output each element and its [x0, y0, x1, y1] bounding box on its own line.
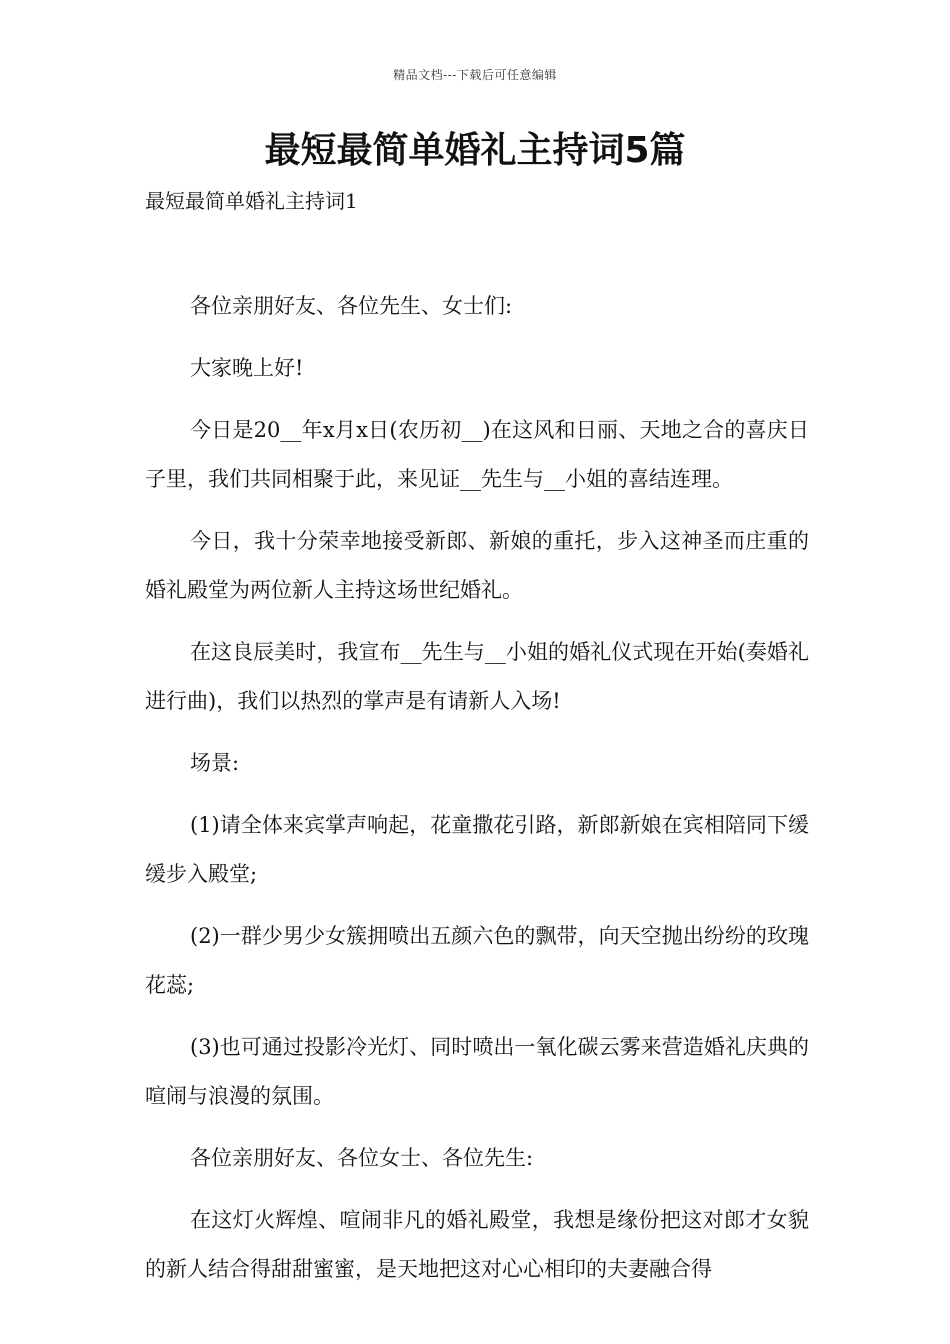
paragraph: 在这灯火辉煌、喧闹非凡的婚礼殿堂，我想是缘份把这对郎才女貌的新人结合得甜甜蜜蜜，是天地把这对心心相印的夫妻融合得	[145, 1208, 809, 1281]
paragraph: 今日，我十分荣幸地接受新郎、新娘的重托，步入这神圣而庄重的婚礼殿堂为两位新人主持这场世纪婚礼。	[145, 529, 809, 602]
paragraph: 场景:	[190, 751, 240, 775]
document-body	[145, 282, 809, 1307]
paragraph: 各位亲朋好友、各位女士、各位先生:	[190, 1146, 534, 1170]
paragraph: 今日是20__年x月x日(农历初__)在这风和日丽、天地之合的喜庆日子里，我们共同相聚于此，来见证__先生与__小姐的喜结连理。	[145, 418, 809, 491]
paragraph: 大家晚上好!	[190, 356, 304, 380]
paragraph: (3)也可通过投影冷光灯、同时喷出一氧化碳云雾来营造婚礼庆典的喧闹与浪漫的氛围。	[145, 1035, 809, 1108]
paragraph: (2)一群少男少女簇拥喷出五颜六色的飘带，向天空抛出纷纷的玫瑰花蕊;	[145, 924, 809, 997]
paragraph: 各位亲朋好友、各位先生、女士们:	[190, 294, 513, 318]
section-title: 最短最简单婚礼主持词1	[145, 189, 358, 213]
header-note: 精品文档---下载后可任意编辑	[393, 68, 557, 82]
document-title: 最短最简单婚礼主持词5篇	[264, 130, 686, 171]
paragraph: 在这良辰美时，我宣布__先生与__小姐的婚礼仪式现在开始(奏婚礼进行曲)，我们以热烈的掌声是有请新人入场!	[145, 640, 809, 713]
paragraph: (1)请全体来宾掌声响起，花童撒花引路，新郎新娘在宾相陪同下缓缓步入殿堂;	[145, 813, 809, 886]
